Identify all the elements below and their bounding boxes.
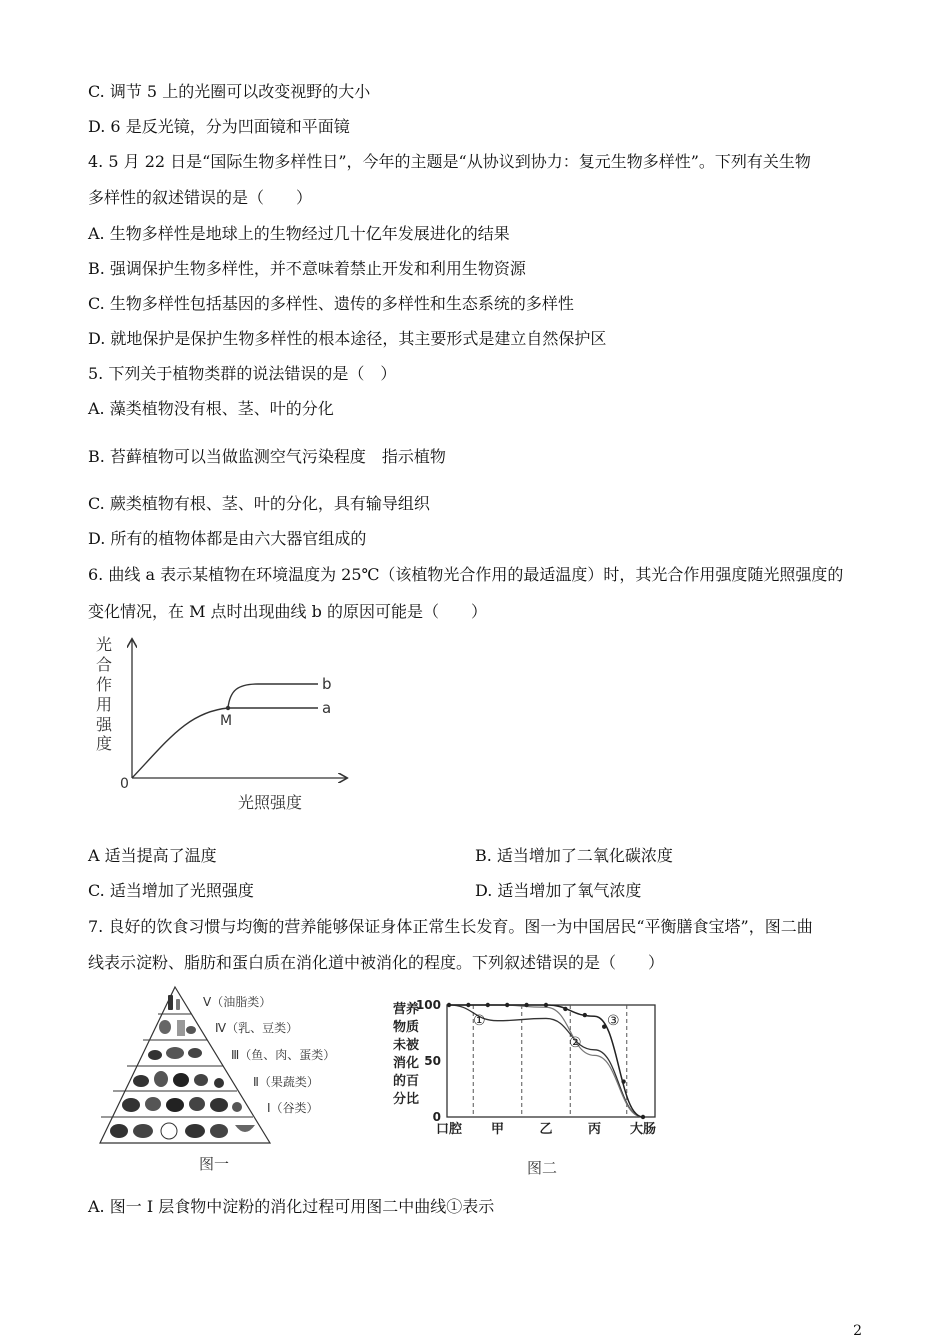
y-label-char: 强: [96, 715, 113, 734]
food-pyramid-figure: [95, 983, 355, 1178]
x-axis-label: 光照强度: [238, 793, 303, 812]
chart-ylabel: [393, 1001, 419, 1107]
data-point: [447, 1003, 451, 1007]
origin-label: 0: [120, 776, 129, 792]
ylabel-line: 物质: [393, 1020, 420, 1035]
curve-b: [228, 684, 318, 708]
figure-1-caption: 图一: [199, 1155, 230, 1173]
option-b: B. 适当增加了二氧化碳浓度: [475, 846, 673, 865]
text-line: A. 图一 I 层食物中淀粉的消化过程可用图二中曲线①表示: [88, 1197, 495, 1216]
y-label-char: 合: [96, 655, 113, 674]
y-tick-label: 50: [424, 1054, 441, 1068]
data-point: [544, 1003, 548, 1007]
level-5-label: Ⅴ（油脂类）: [203, 995, 272, 1009]
ylabel-line: 营养: [393, 1002, 420, 1017]
y-label-char: 度: [96, 734, 113, 753]
text-line: B. 苔藓植物可以当做监测空气污染程度 指示植物: [88, 447, 446, 466]
data-point: [583, 1013, 587, 1017]
text-line: 7. 良好的饮食习惯与均衡的营养能够保证身体正常生长发育。图一为中国居民“平衡膳食宝塔”，图二曲: [88, 917, 813, 936]
series-label: ③: [607, 1013, 620, 1029]
series-label: ①: [473, 1013, 486, 1029]
text-line: A. 生物多样性是地球上的生物经过几十亿年发展进化的结果: [88, 224, 510, 243]
text-line: 5. 下列关于植物类群的说法错误的是（ ）: [88, 364, 397, 383]
data-point: [505, 1003, 509, 1007]
level-1-label: Ⅰ（谷类）: [267, 1101, 319, 1115]
data-point: [524, 1003, 528, 1007]
data-point: [486, 1003, 490, 1007]
option-a: A 适当提高了温度: [88, 846, 217, 865]
x-tick-label: 甲: [490, 1122, 505, 1137]
text-line: B. 强调保护生物多样性，并不意味着禁止开发和利用生物资源: [88, 259, 526, 278]
y-axis-label: [96, 635, 113, 753]
text-line: D. 就地保护是保护生物多样性的根本途径，其主要形式是建立自然保护区: [88, 329, 607, 348]
curve-b-label: b: [322, 675, 332, 693]
page-number: 2: [853, 1323, 862, 1339]
ylabel-line: 未被: [393, 1038, 420, 1053]
y-tick-label: 100: [415, 998, 441, 1012]
level-2-label: Ⅱ（果蔬类）: [253, 1075, 319, 1089]
data-point: [563, 1007, 567, 1011]
data-point: [621, 1079, 625, 1083]
text-line: A. 藻类植物没有根、茎、叶的分化: [88, 399, 334, 418]
text-line: C. 调节 5 上的光圈可以改变视野的大小: [88, 82, 371, 101]
photosynthesis-figure: [88, 630, 358, 820]
ylabel-line: 分比: [393, 1092, 420, 1107]
point-m: [226, 706, 230, 710]
x-tick-label: 口腔: [435, 1122, 463, 1137]
option-c: C. 适当增加了光照强度: [88, 881, 254, 900]
x-tick-label: 丙: [587, 1122, 602, 1137]
text-line: 4. 5 月 22 日是“国际生物多样性日”，今年的主题是“从协议到协力：复元生物多样性”。下列有关生物: [88, 152, 811, 171]
text-line: D. 所有的植物体都是由六大器官组成的: [88, 529, 367, 548]
digestion-chart: [385, 995, 685, 1180]
ylabel-line: 消化: [393, 1056, 420, 1071]
data-point: [602, 1024, 606, 1028]
level-3-label: Ⅲ（鱼、肉、蛋类）: [231, 1048, 336, 1062]
figure-2-caption: 图二: [527, 1159, 558, 1177]
text-line: 线表示淀粉、脂肪和蛋白质在消化道中被消化的程度。下列叙述错误的是（ ）: [88, 953, 665, 972]
y-tick-label: 0: [432, 1110, 441, 1124]
pyramid-outline: [100, 987, 270, 1143]
text-line: 变化情况，在 M 点时出现曲线 b 的原因可能是（ ）: [88, 602, 487, 621]
text-line: C. 生物多样性包括基因的多样性、遗传的多样性和生态系统的多样性: [88, 294, 574, 313]
text-line: C. 蕨类植物有根、茎、叶的分化，具有输导组织: [88, 494, 430, 513]
data-point: [466, 1003, 470, 1007]
y-label-char: 用: [96, 695, 113, 714]
level-4-label: Ⅳ（乳、豆类）: [215, 1021, 299, 1035]
series-label: ②: [569, 1035, 582, 1051]
pyramid-labels: [203, 994, 335, 1115]
point-m-label: M: [220, 713, 233, 729]
text-line: 多样性的叙述错误的是（ ）: [88, 188, 313, 207]
text-line: D. 6 是反光镜，分为凹面镜和平面镜: [88, 117, 350, 136]
y-label-char: 作: [96, 675, 113, 694]
x-tick-label: 大肠: [629, 1122, 657, 1137]
text-line: 6. 曲线 a 表示某植物在环境温度为 25℃（该植物光合作用的最适温度）时，其光合作用强度随光照强度的: [88, 565, 844, 584]
data-point: [641, 1115, 645, 1119]
y-label-char: 光: [96, 635, 113, 654]
ylabel-line: 的百: [393, 1074, 420, 1089]
x-tick-label: 乙: [539, 1122, 553, 1137]
curve-a-label: a: [322, 699, 332, 717]
option-d: D. 适当增加了氧气浓度: [475, 881, 642, 900]
